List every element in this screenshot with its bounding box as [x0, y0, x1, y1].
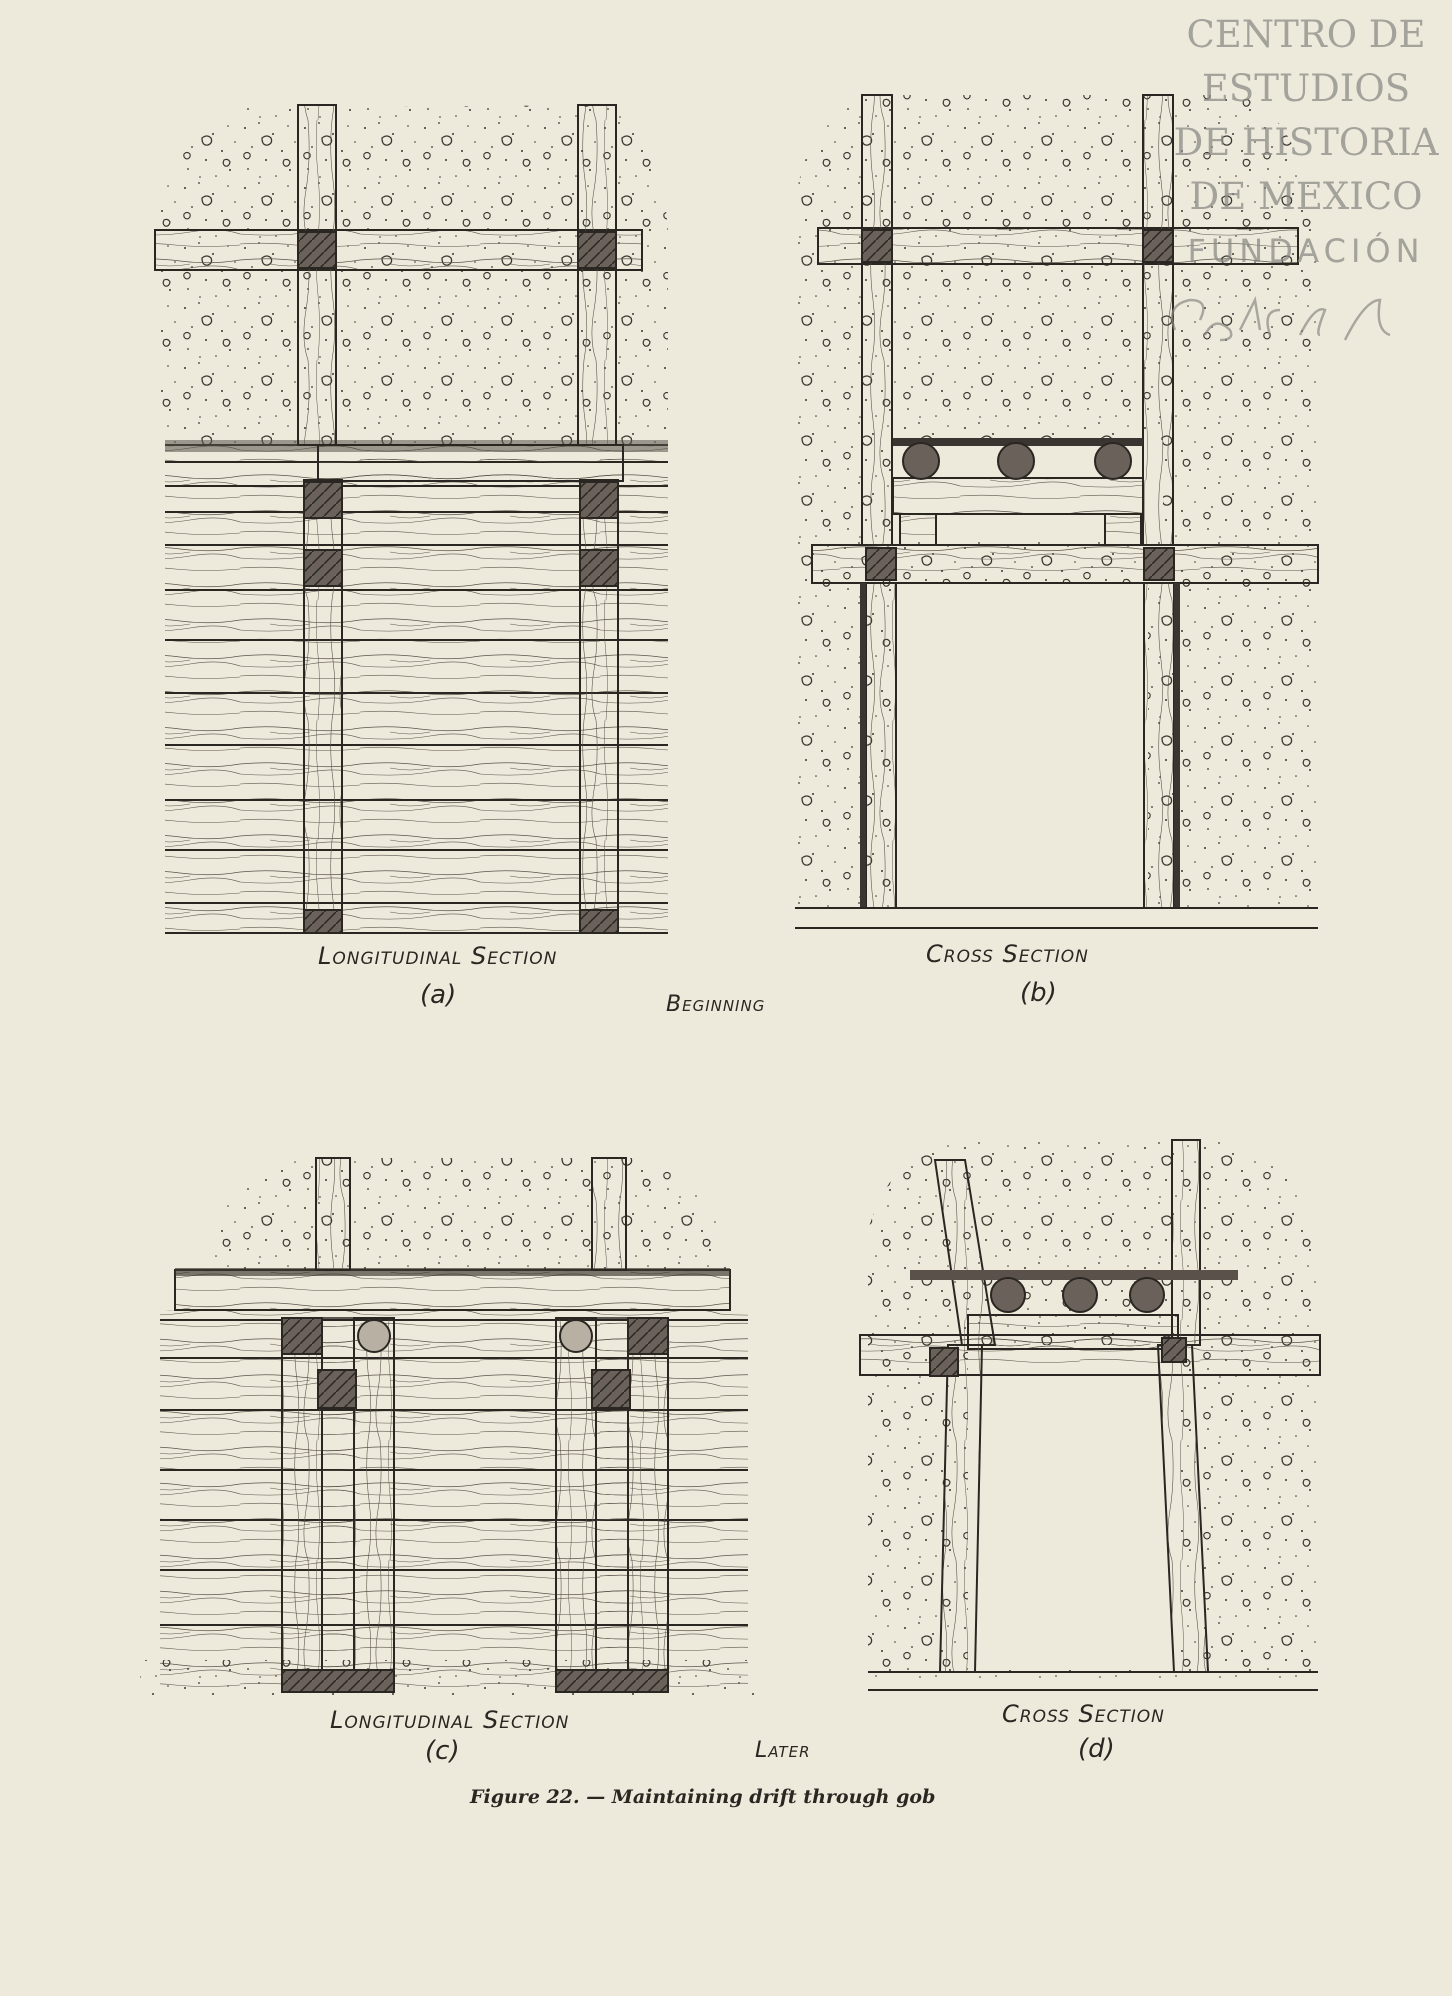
figure-caption: Figure 22. — Maintaining drift through gob: [470, 1786, 936, 1808]
watermark-fundacion: FUNDACIÓN: [1187, 232, 1425, 270]
watermark-line-3: DE HISTORIA: [1173, 121, 1439, 164]
stage-label-beginning: Beginning: [666, 992, 766, 1017]
panel-b-letter: (b): [1020, 978, 1057, 1008]
panel-d-drawing: [860, 1140, 1320, 1690]
panel-d-letter: (d): [1078, 1734, 1115, 1764]
stage-label-later: Later: [755, 1738, 811, 1763]
panel-c-letter: (c): [425, 1736, 460, 1766]
panel-a-title: Longitudinal Section: [318, 942, 558, 970]
panel-c-drawing: [140, 1158, 755, 1695]
watermark-line-2: ESTUDIOS: [1201, 67, 1411, 110]
panel-a-letter: (a): [420, 980, 457, 1010]
panel-d-title: Cross Section: [1002, 1700, 1165, 1728]
panel-a-drawing: [155, 105, 668, 933]
watermark: [1160, 8, 1452, 358]
watermark-line-4: DE MEXICO: [1189, 175, 1423, 218]
panel-b-title: Cross Section: [926, 940, 1089, 968]
watermark-line-1: CENTRO DE: [1186, 13, 1426, 56]
panel-c-title: Longitudinal Section: [330, 1706, 570, 1734]
